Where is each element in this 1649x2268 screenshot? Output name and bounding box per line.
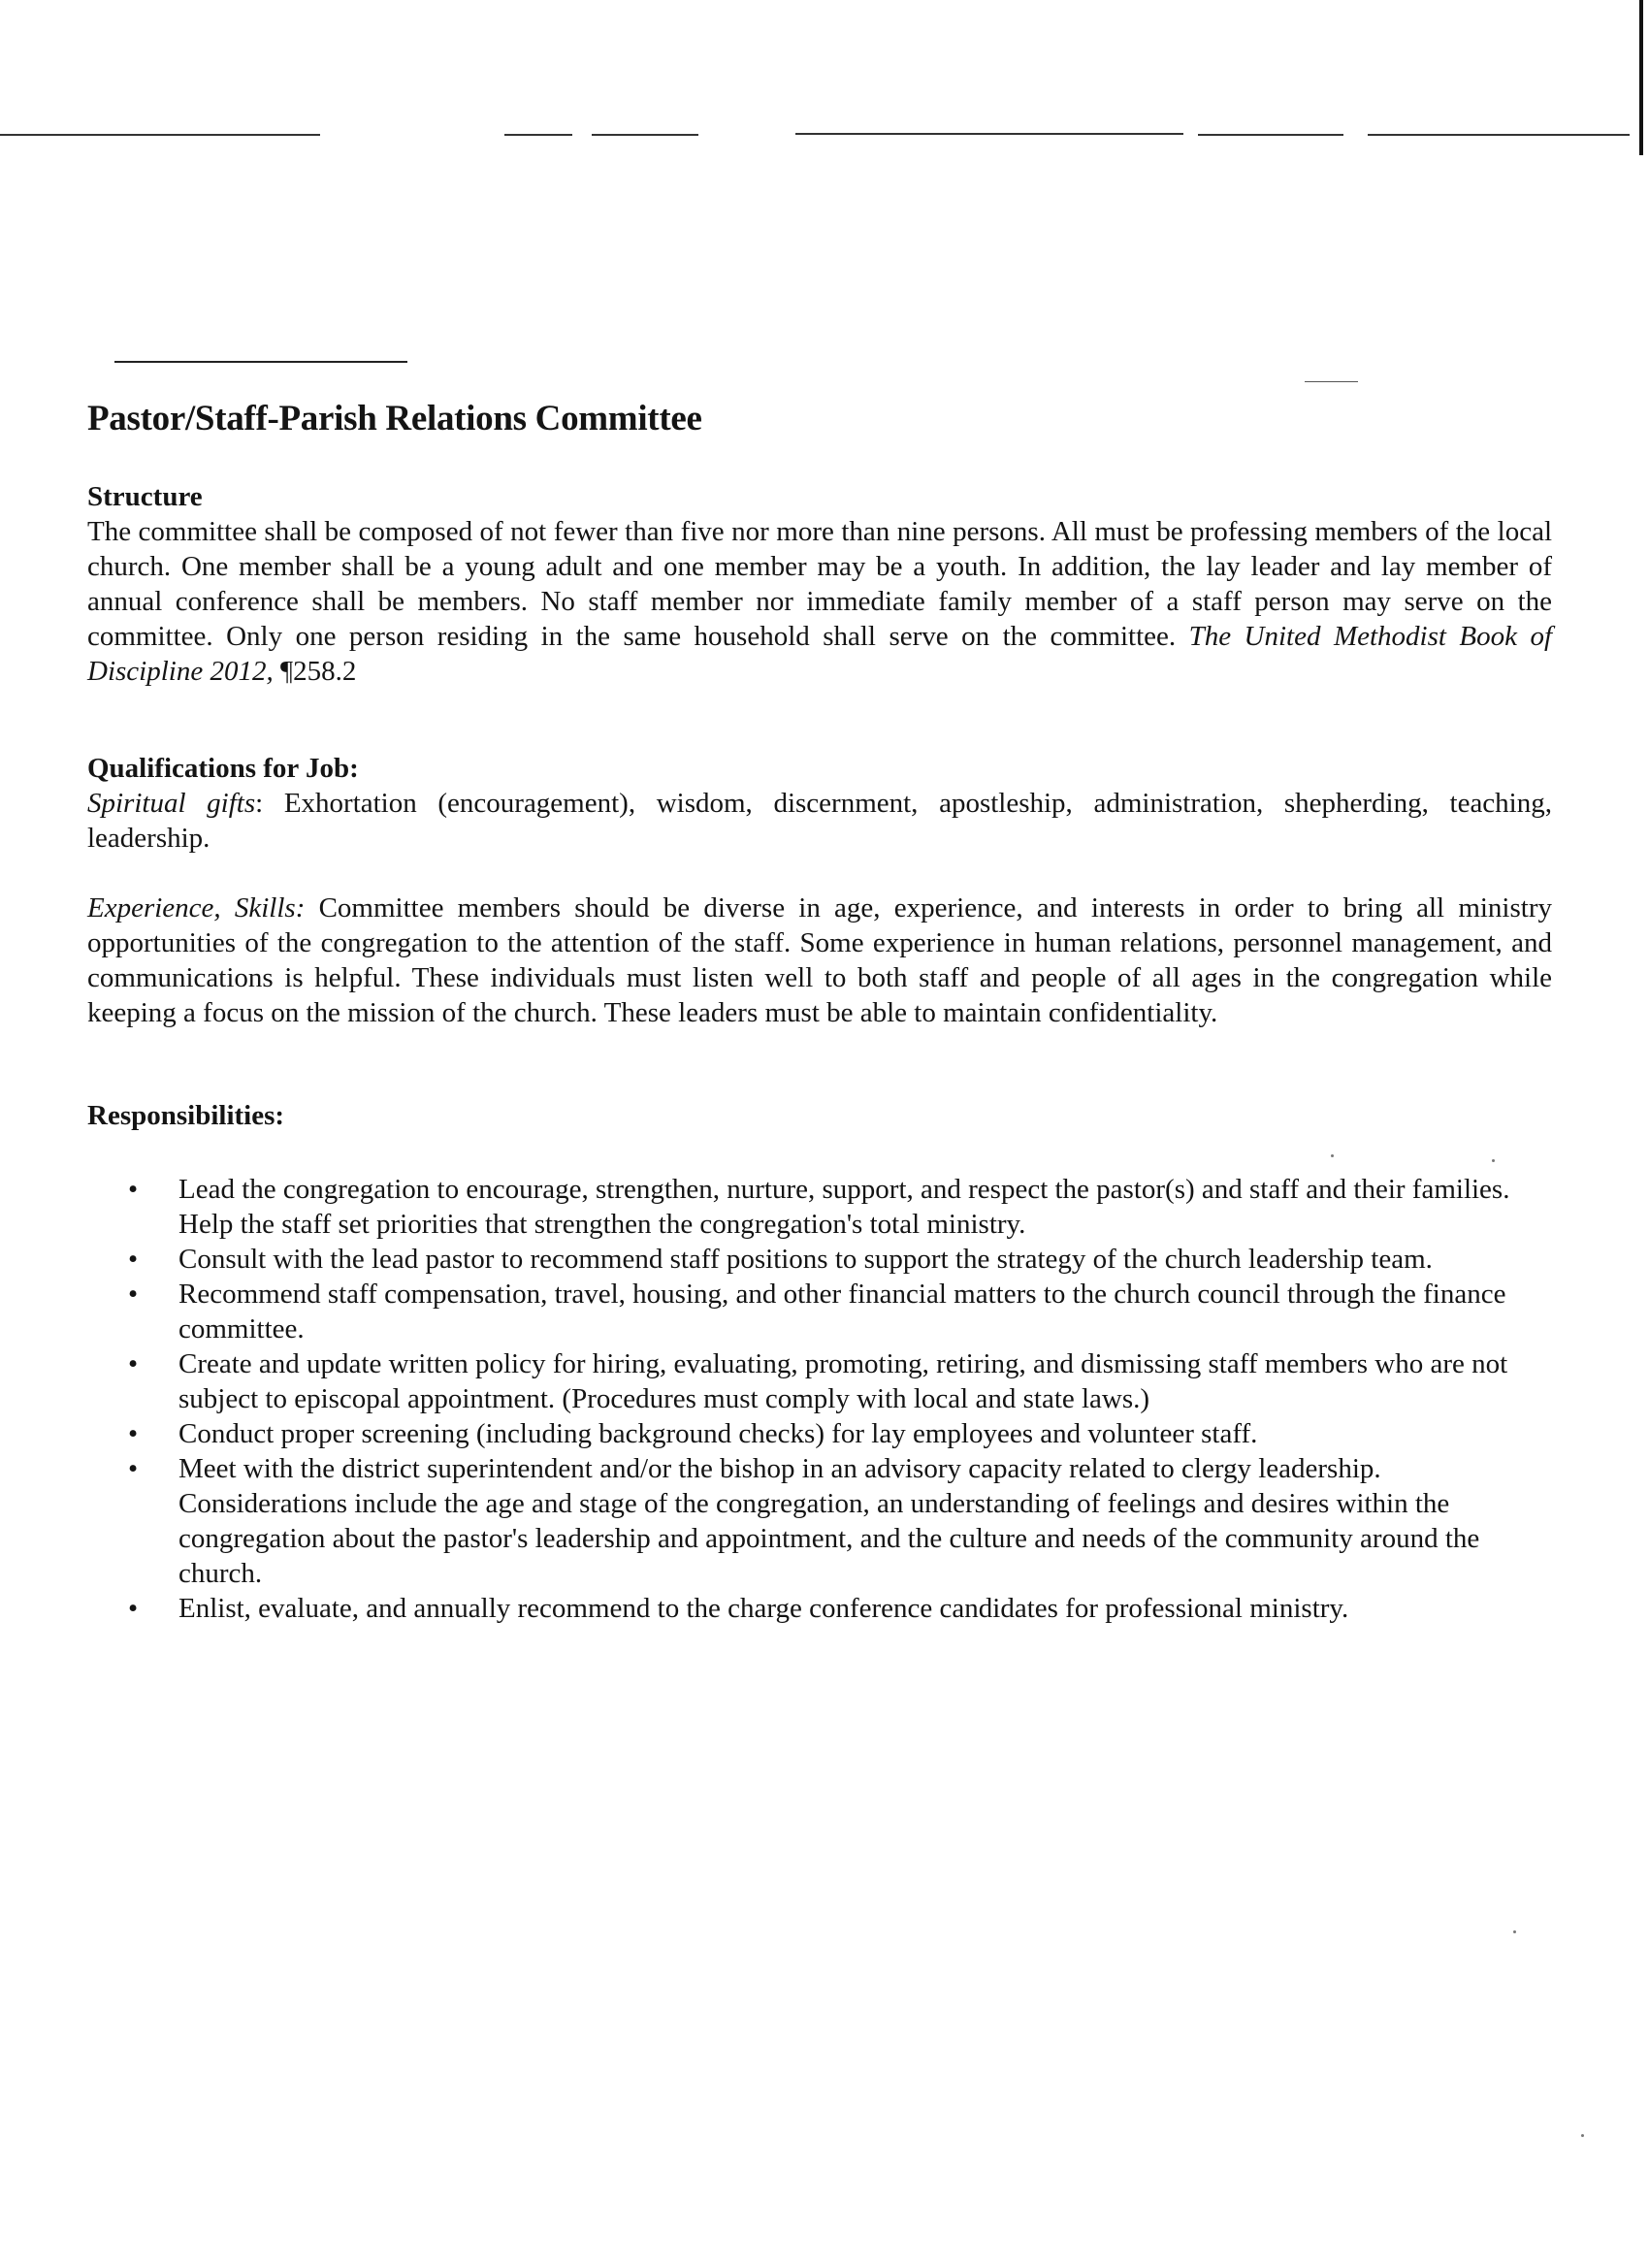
list-item: • Meet with the district superintendent and/or the bishop in an advisory capacity related to clergy leadership. Considerations include the age and stage of the congregation, an understanding of feelings and desires within the congregation about the pastor's leadership and appointment, and the culture and needs of the community around the church. xyxy=(178,1451,1552,1591)
page-title: Pastor/Staff-Parish Relations Committee xyxy=(87,399,702,438)
list-item: • Conduct proper screening (including background checks) for lay employees and volunteer staff. xyxy=(178,1416,1552,1451)
document-body xyxy=(87,398,1552,1626)
experience-skills-body: Committee members should be diverse in age, experience, and interests in order to bring all ministry opportunities of the congregation to the attention of the staff. Some experience in human relations, personnel management, and communications is helpful. These individuals must listen well to both staff and people of all ages in the congregation while keeping a focus on the mission of the church. These leaders must be able to maintain confidentiality. xyxy=(87,892,1552,1028)
structure-text xyxy=(87,514,1552,689)
structure-section xyxy=(87,479,1552,689)
list-item: • Create and update written policy for hiring, evaluating, promoting, retiring, and dismissing staff members who are not subject to episcopal appointment. (Procedures must comply with local and state laws.) xyxy=(178,1346,1552,1416)
scan-line xyxy=(1305,381,1358,382)
scan-line xyxy=(504,134,572,136)
scan-line xyxy=(114,361,407,363)
structure-body: The committee shall be composed of not fewer than five nor more than nine persons. All must be professing members of the local church. One member shall be a young adult and one member may be a youth. In addition, the lay leader and lay member of annual conference shall be members. No staff member nor immediate family member of a staff person may serve on the committee. Only one person residing in the same household shall serve on the committee. xyxy=(87,516,1552,652)
list-item: • Lead the congregation to encourage, strengthen, nurture, support, and respect the pastor(s) and staff and their families. Help the staff set priorities that strengthen the congregation's total ministry. xyxy=(178,1172,1552,1242)
paragraph-reference: ¶258.2 xyxy=(279,656,357,687)
list-item: • Consult with the lead pastor to recommend staff positions to support the strategy of the church leadership team. xyxy=(178,1242,1552,1277)
experience-skills-label: Experience, Skills: xyxy=(87,892,306,923)
list-item: • Recommend staff compensation, travel, housing, and other financial matters to the church council through the finance committee. xyxy=(178,1277,1552,1346)
qualifications-section xyxy=(87,751,1552,1030)
experience-skills-text xyxy=(87,891,1552,1030)
structure-heading: Structure xyxy=(87,481,203,512)
spiritual-gifts-label: Spiritual gifts xyxy=(87,788,256,819)
scan-line xyxy=(1368,134,1630,136)
responsibilities-section xyxy=(87,1098,1552,1626)
list-item: • Enlist, evaluate, and annually recommend to the charge conference candidates for professional ministry. xyxy=(178,1591,1552,1626)
scan-speck xyxy=(1581,2134,1584,2137)
scan-line xyxy=(592,134,698,136)
scan-speck xyxy=(1513,1930,1516,1933)
scan-line xyxy=(0,134,320,136)
spiritual-gifts-body: : Exhortation (encouragement), wisdom, discernment, apostleship, administration, shepherding, teaching, leadership. xyxy=(87,788,1552,854)
scan-edge-mark xyxy=(1639,0,1643,155)
qualifications-heading: Qualifications for Job: xyxy=(87,753,359,784)
scan-line xyxy=(1198,134,1343,136)
responsibilities-list xyxy=(87,1172,1552,1626)
spiritual-gifts-text xyxy=(87,786,1552,856)
scan-line xyxy=(795,133,1183,135)
responsibilities-heading: Responsibilities: xyxy=(87,1100,285,1131)
discipline-reference: The United Methodist Book of Discipline 2012, xyxy=(87,621,1553,687)
